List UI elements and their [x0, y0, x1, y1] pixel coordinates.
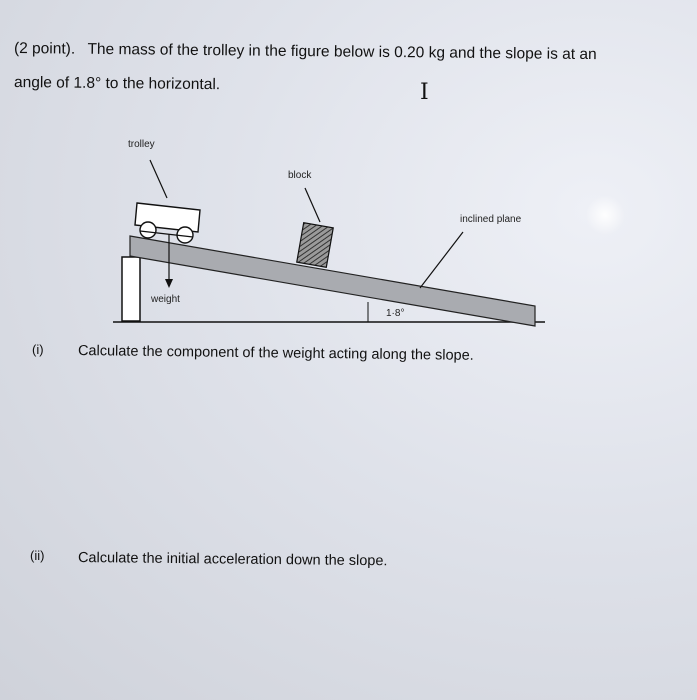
- inclined-plane: [130, 236, 535, 326]
- weight-arrowhead: [165, 279, 173, 288]
- block: [297, 223, 333, 268]
- trolley-label: trolley: [128, 139, 155, 150]
- trolley: [135, 203, 200, 243]
- angle-label: 1·8°: [386, 308, 405, 319]
- part-i-text: Calculate the component of the weight acting along the slope.: [77, 343, 474, 364]
- points-label: (2 point).: [13, 40, 76, 58]
- block-label: block: [288, 170, 312, 181]
- question-line-2: angle of 1.8° to the horizontal.: [13, 74, 221, 94]
- part-i-number: (i): [32, 342, 44, 357]
- inclined-plane-label: inclined plane: [460, 214, 522, 225]
- question-text-1: The mass of the trolley in the figure below is 0.20 kg and the slope is at an: [87, 40, 597, 64]
- trolley-wheel: [140, 222, 156, 238]
- part-ii-number: (ii): [30, 548, 45, 563]
- text-cursor-icon: I: [420, 80, 429, 105]
- block-pointer: [305, 188, 320, 222]
- trolley-pointer: [150, 160, 167, 198]
- part-ii-text: Calculate the initial acceleration down the slope.: [77, 550, 388, 570]
- support-post: [122, 257, 140, 321]
- inclined-plane-pointer: [420, 232, 463, 288]
- weight-label: weight: [151, 294, 180, 305]
